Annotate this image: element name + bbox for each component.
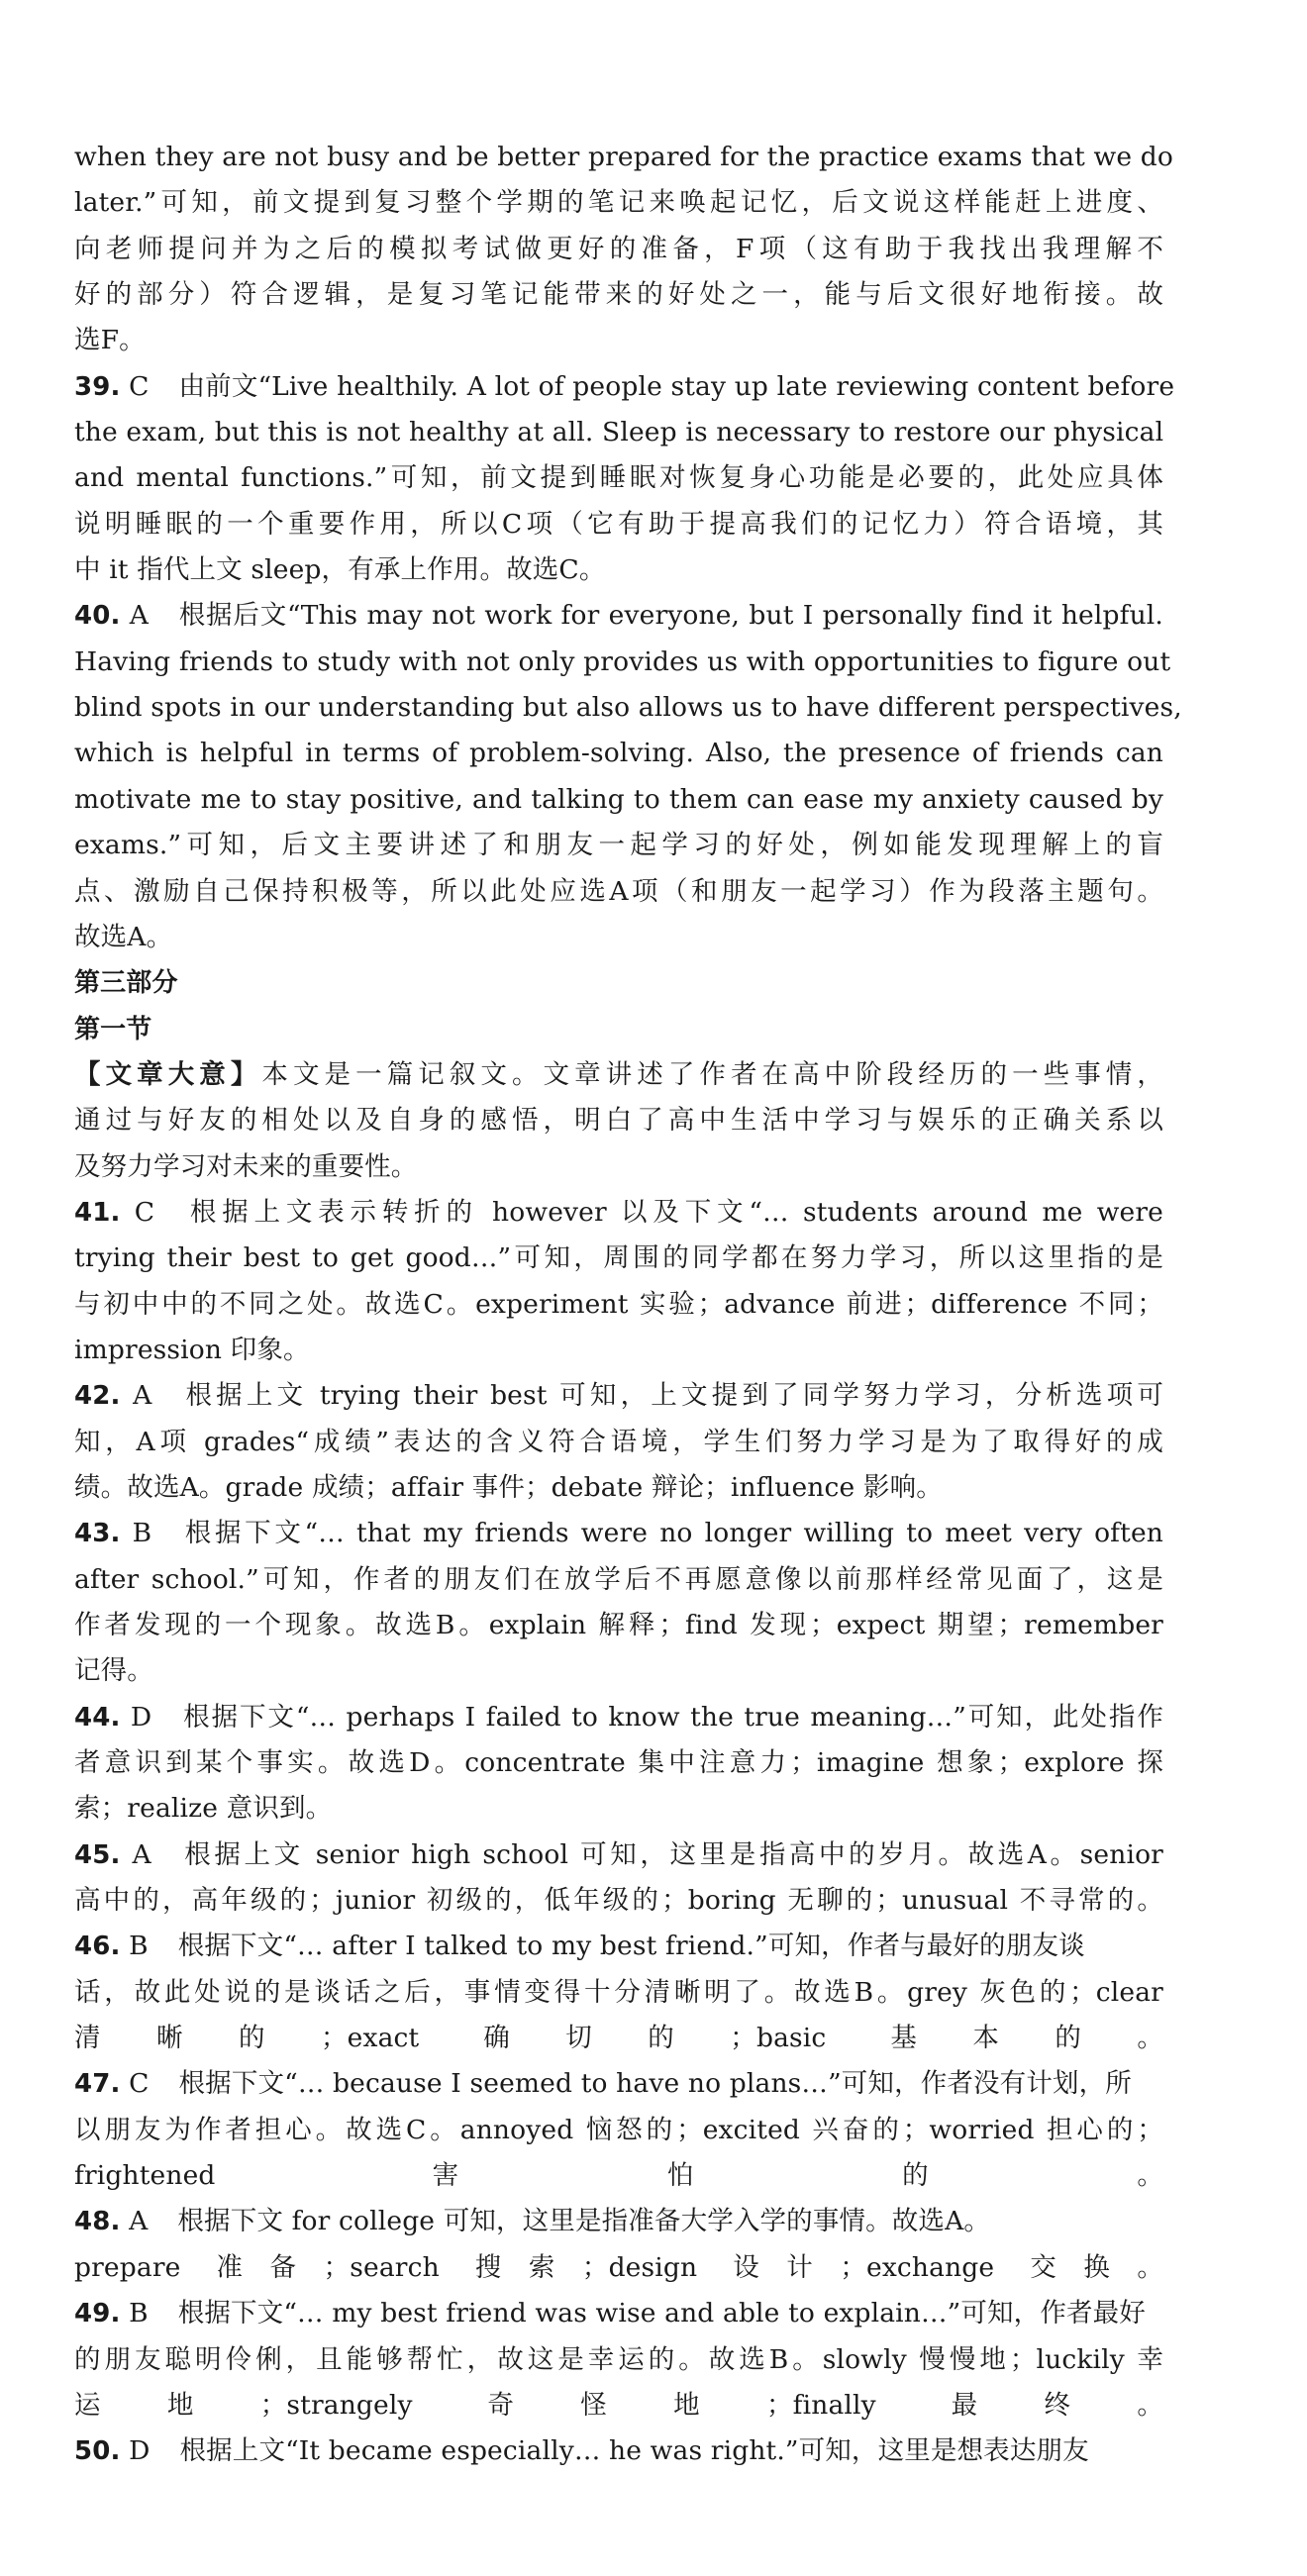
explanation-text: 根据后文“This may not work for everyone, but I personally find it helpful. [178,600,1163,632]
answer-letter: D [120,1701,152,1733]
explanation-text: 根据下文 for college 可知，这里是指准备大学入学的事情。故选A。 [177,2206,991,2237]
answer-letter: B [120,2298,149,2329]
text-line [74,960,1163,1006]
text-line [74,2428,1163,2474]
question-number: 43. [74,1519,121,1549]
question-number: 44. [74,1702,121,1733]
text-line: frightened 害怕的。 [74,2160,1163,2192]
text-line: 高中的，高年级的；junior 初级的，低年级的；boring 无聊的；unusual 不寻常的。 [74,1885,1163,1917]
text-line [74,1190,1163,1236]
text-line: which is helpful in terms of problem-solving. Also, the presence of friends can [74,738,1163,769]
text-line: 及努力学习对未来的重要性。 [74,1150,418,1182]
explanation-text: 根据上文 trying their best 可知，上文提到了同学努力学习，分析选项可 [181,1380,1163,1412]
question-number: 48. [74,2207,121,2237]
text-line: exams.”可知，后文主要讲述了和朋友一起学习的好处，例如能发现理解上的盲 [74,830,1163,861]
text-line: impression 印象。 [74,1334,310,1365]
question-number: 39. [74,371,121,402]
text-line: the exam, but this is not healthy at all. Sleep is necessary to restore our physical [74,417,1164,448]
text-line [74,364,1175,410]
text-line: 中 it 指代上文 sleep，有承上作用。故选C。 [74,554,606,586]
text-line [74,593,1163,639]
text-line: 绩。故选A。grade 成绩；affair 事件；debate 辩论；influence 影响。 [74,1471,943,1503]
question-number: 41. [74,1197,121,1228]
summary-tag: 【文章大意】 [74,1058,262,1090]
text-line: 点、激励自己保持积极等，所以此处应选A项（和朋友一起学习）作为段落主题句。 [74,875,1163,907]
text-line: 好的部分）符合逻辑，是复习笔记能带来的好处之一，能与后文很好地衔接。故 [74,279,1163,311]
text-line: trying their best to get good…”可知，周围的同学都在努力学习，所以这里指的是 [74,1242,1163,1274]
text-line: 运地；strangely 奇怪地；finally 最终。 [74,2389,1163,2421]
answer-letter: C [120,2068,150,2100]
question-number: 46. [74,1932,121,1962]
answer-letter: B [120,1518,152,1549]
text-line: 通过与好友的相处以及自身的感悟，明白了高中生活中学习与娱乐的正确关系以 [74,1105,1163,1137]
text-line: later.”可知，前文提到复习整个学期的笔记来唤起记忆，后文说这样能赶上进度、 [74,187,1163,219]
text-line [74,1511,1163,1556]
explanation-text: 根据下文“… that my friends were no longer willing to meet very often [181,1518,1163,1549]
question-number: 42. [74,1381,121,1412]
section-heading: 第一节 [74,1014,152,1044]
text-line: after school.”可知，作者的朋友们在放学后不再愿意像以前那样经常见面了，这是 [74,1563,1163,1595]
text-line [74,1007,1163,1052]
explanation-text: 根据上文 senior high school 可知，这里是指高中的岁月。故选A。senior [180,1838,1163,1870]
text-line: 选F。 [74,325,146,356]
summary-text: 本文是一篇记叙文。文章讲述了作者在高中阶段经历的一些事情， [261,1058,1163,1090]
explanation-text: 根据下文“… perhaps I failed to know the true meaning…”可知，此处指作 [181,1701,1163,1733]
text-line [74,1924,1163,1969]
text-line: 话，故此处说的是谈话之后，事情变得十分清晰明了。故选B。grey 灰色的；clear [74,1976,1163,2008]
explanation-text: 根据下文“… after I talked to my best friend.”可知，作者与最好的朋友谈 [177,1931,1085,1962]
text-line: 故选A。 [74,921,173,952]
answer-letter: D [120,2435,151,2467]
explanation-text: 根据下文“… my best friend was wise and able to explain…”可知，作者最好 [177,2298,1146,2329]
answer-letter: A [120,2206,149,2237]
answer-letter: B [120,1931,149,1962]
text-line: 记得。 [74,1655,153,1687]
text-line: 清晰的；exact 确切的；basic 基本的。 [74,2023,1163,2054]
text-line [74,2061,1163,2107]
question-number: 45. [74,1839,121,1870]
text-line [74,1833,1163,1878]
explanation-text: 根据下文“… because I seemed to have no plans…”可知，作者没有计划，所 [178,2068,1132,2100]
question-number: 40. [74,601,121,632]
text-line: 向老师提问并为之后的模拟考试做更好的准备，F项（这有助于我找出我理解不 [74,233,1163,264]
text-line: prepare 准备；search 搜索；design 设计；exchange 交换。 [74,2251,1163,2283]
text-line: 知，A项 grades“成绩”表达的含义符合语境，学生们努力学习是为了取得好的成 [74,1426,1163,1457]
question-number: 47. [74,2069,121,2100]
text-line: 与初中中的不同之处。故选C。experiment 实验；advance 前进；difference 不同； [74,1288,1163,1320]
text-line [74,2291,1163,2336]
text-line [74,2199,1163,2244]
answer-letter: A [120,1380,152,1412]
question-number: 50. [74,2436,121,2467]
answer-letter: C [120,1196,155,1228]
text-line [74,1695,1163,1740]
text-line: 索；realize 意识到。 [74,1793,333,1825]
section-heading: 第三部分 [74,968,178,999]
text-line: 以朋友为作者担心。故选C。annoyed 恼怒的；excited 兴奋的；worried 担心的； [74,2114,1163,2145]
text-line [74,1373,1163,1419]
text-line: Having friends to study with not only provides us with opportunities to figure out [74,645,1171,677]
explanation-text: 根据上文“It became especially… he was right.”可知，这里是想表达朋友 [179,2435,1089,2467]
answer-letter: C [120,370,150,402]
text-line: 的朋友聪明伶俐，且能够帮忙，故这是幸运的。故选B。slowly 慢慢地；luckily 幸 [74,2343,1163,2375]
text-line: and mental functions.”可知，前文提到睡眠对恢复身心功能是必要的，此处应具体 [74,462,1163,494]
question-number: 49. [74,2299,121,2329]
answer-letter: A [120,600,150,632]
text-line: 作者发现的一个现象。故选B。explain 解释；find 发现；expect 期望；remember [74,1610,1163,1640]
text-line: when they are not busy and be better prepared for the practice exams that we do [74,142,1174,172]
text-line: 者意识到某个事实。故选D。concentrate 集中注意力；imagine 想象；explore 探 [74,1747,1163,1779]
text-line [74,1052,1163,1098]
answer-explanation-page [74,135,1182,2475]
text-line: blind spots in our understanding but also allows us to have different perspectives, [74,692,1182,724]
answer-letter: A [120,1838,151,1870]
text-line: 说明睡眠的一个重要作用，所以C项（它有助于提高我们的记忆力）符合语境，其 [74,508,1163,540]
explanation-text: 由前文“Live healthily. A lot of people stay up late reviewing content before [178,370,1175,402]
explanation-text: 根据上文表示转折的 however 以及下文“… students around me were [184,1196,1164,1228]
text-line: motivate me to stay positive, and talking to them can ease my anxiety caused by [74,783,1163,815]
